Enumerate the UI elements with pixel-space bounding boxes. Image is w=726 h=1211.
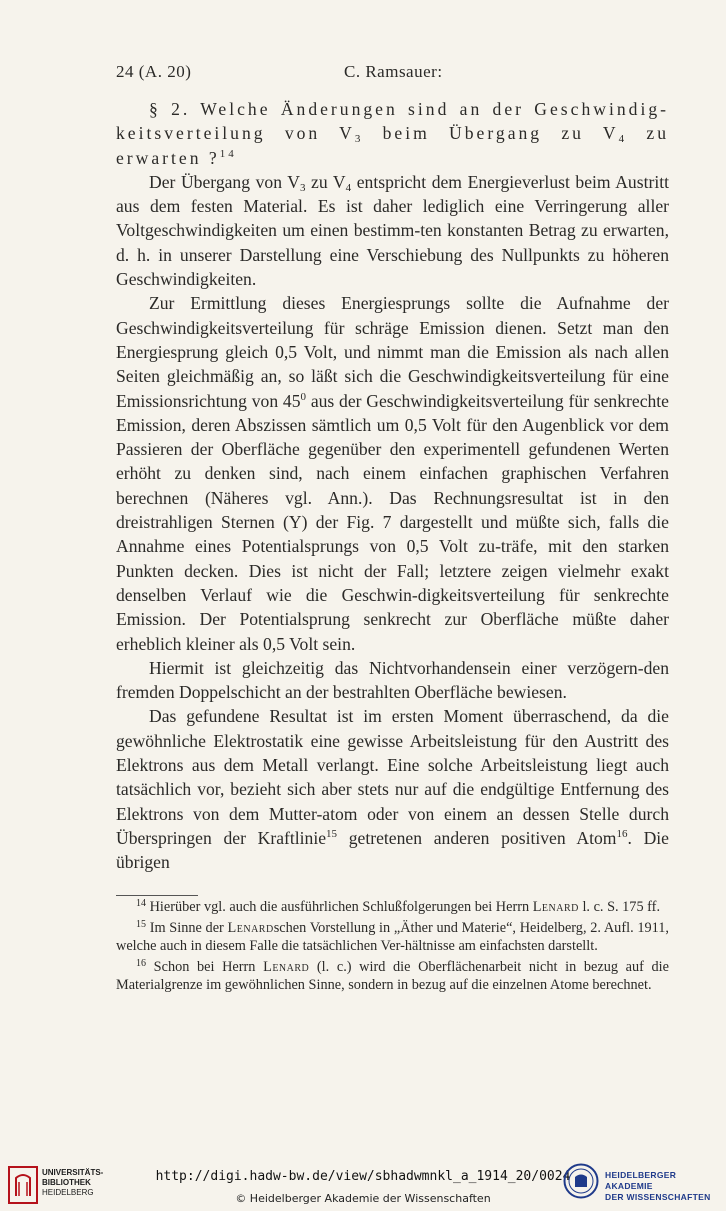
- copyright-notice: © Heidelberger Akademie der Wissenschaften: [235, 1192, 491, 1205]
- academy-name: [605, 1170, 726, 1203]
- footnote-15: [116, 919, 669, 956]
- logo-text-line: UNIVERSITÄTS-: [42, 1168, 104, 1177]
- author-name: Lenard: [227, 919, 274, 936]
- section-heading-part: beim Übergang zu V: [363, 123, 619, 144]
- footnote-14: [116, 898, 669, 917]
- footnote-number: 14: [136, 898, 146, 909]
- source-url-link[interactable]: http://digi.hadw-bw.de/view/sbhadwmnkl_a_1914_20/0024: [155, 1169, 571, 1184]
- degree-superscript: 0: [300, 390, 307, 403]
- body-text: [116, 97, 669, 875]
- footnote-ref[interactable]: 15: [326, 827, 338, 840]
- footnote-text: schen Vorstellung in „Äther und Materie“, Heidelberg, 2. Aufl. 1911, welche auch in diesem Falle die tatsächlichen Ver-hältnisse am einfachsten darstellt.: [116, 919, 669, 954]
- footnote-text: (l. c.) wird die Oberflächenarbeit nicht in bezug auf die Materialgrenze im gewöhnlichen Sinne, sondern in bezug auf die einzelnen Atome berechnet.: [116, 958, 669, 993]
- subscript: 4: [345, 181, 352, 194]
- logo-text-line: DER WISSENSCHAFTEN: [605, 1192, 711, 1202]
- subscript: 4: [618, 133, 628, 146]
- footnote-text: l. c. S. 175 ff.: [578, 899, 661, 915]
- logo-text-line: HEIDELBERG: [42, 1188, 94, 1197]
- subscript: 3: [299, 181, 306, 194]
- footnote-16: [116, 958, 669, 995]
- paragraph-text: . Die übrigen: [116, 827, 669, 873]
- digitization-footer: [0, 1155, 726, 1211]
- footnote-number: 15: [136, 918, 146, 930]
- section-heading-part: § 2. Welche Änderungen sind an der Geschwindig-keitsverteilung von V: [116, 99, 669, 144]
- paragraph-text: aus der Geschwindigkeitsverteilung für senkrechte Emission, deren Abszissen sämtlich um 0,5 Volt für den Augenblick vor dem Passieren der Oberfläche gegenüber den experimentell gefundenen Werten erhöht zu denken sind, nach einem einfachen graphischen Verfahren berechnen (Näheres vgl. Ann.). Das Rechnungsresultat ist in den dreistrahligen Sternen (Y) der Fig. 7 dargestellt und müßte sich, falls die Annahme eines Potentialsprungs von 0,5 Volt zu-träfe, mit den starken Punkten decken. Dies ist nicht der Fall; letztere zeigen vielmehr exakt denselben Verlauf wie die Geschwin-digkeitsverteilung für senkrechte Emission. Der Potentialsprung senkrecht zur Oberfläche müßte daher erheblich kleiner als 0,5 Volt sein.: [116, 390, 669, 654]
- paragraph-text: entspricht dem Energieverlust beim Austritt aus dem festen Material. Es ist daher lediglich eine Verringerung aller Voltgeschwindigkeiten um einen bestimm-ten konstanten Betrag zu erwarten, d. h. in unserer Darstellung eine Verschiebung des Nullpunkts zu höheren Geschwindigkeiten.: [116, 171, 669, 290]
- paragraph-text: Der Übergang von V: [149, 171, 300, 192]
- footnote-divider: [116, 895, 198, 896]
- footnote-text: Schon bei Herrn: [153, 958, 264, 975]
- subscript: 3: [354, 133, 364, 146]
- paragraph-text: Das gefundene Resultat ist im ersten Moment überraschend, da die gewöhnliche Elektrostatik eine gewisse Arbeitsleistung für den Austritt des Elektrons aus dem Metall verlangt. Eine solche Arbeitsleistung liegt auch tatsächlich vor, bezieht sich aber stets nur auf die endgültige Entfernung des Elektrons von dem Mutter-atom oder von einem an dessen Stelle durch Überspringen der Kraftlinie: [116, 706, 669, 848]
- footnote-ref[interactable]: 14: [219, 147, 237, 160]
- section-heading: [116, 97, 669, 170]
- section-heading-part: zu erwarten ?: [116, 123, 669, 168]
- logo-text-line: HEIDELBERGER AKADEMIE: [605, 1170, 677, 1191]
- page-number-header: 24 (A. 20): [116, 62, 192, 81]
- footnote-number: 16: [136, 957, 146, 969]
- author-name: Lenard: [263, 958, 310, 975]
- academy-seal-icon: [563, 1163, 599, 1199]
- footnotes: [116, 898, 669, 997]
- author-header: C. Ramsauer:: [344, 62, 443, 81]
- paragraph-text: zu V: [305, 171, 346, 192]
- paragraph-1: [116, 170, 669, 291]
- paragraph-3: Hiermit ist gleichzeitig das Nichtvorhandensein einer verzögern-den fremden Doppelschicht an der bestrahlten Oberfläche bewiesen.: [116, 657, 669, 703]
- footnote-text: Hierüber vgl. auch die ausführlichen Schlußfolgerungen bei Herrn: [149, 899, 533, 915]
- paragraph-text: Zur Ermittlung dieses Energiesprungs sollte die Aufnahme der Geschwindigkeitsverteilung für schräge Emission dienen. Setzt man den Energiesprung gleich 0,5 Volt, und nimmt man die Emission als nach allen Seiten gleichmäßig an, so läßt sich die Geschwindigkeitsverteilung für eine Emissionsrichtung von 45: [116, 293, 669, 411]
- paragraph-4: [116, 704, 669, 874]
- footnote-text: Im Sinne der: [149, 919, 228, 936]
- paragraph-2: [116, 291, 669, 655]
- footnote-ref[interactable]: 16: [616, 827, 628, 840]
- logo-text-line: BIBLIOTHEK: [42, 1178, 91, 1187]
- paragraph-text: getretenen anderen positiven Atom: [337, 827, 617, 848]
- author-name: Lenard: [532, 899, 579, 915]
